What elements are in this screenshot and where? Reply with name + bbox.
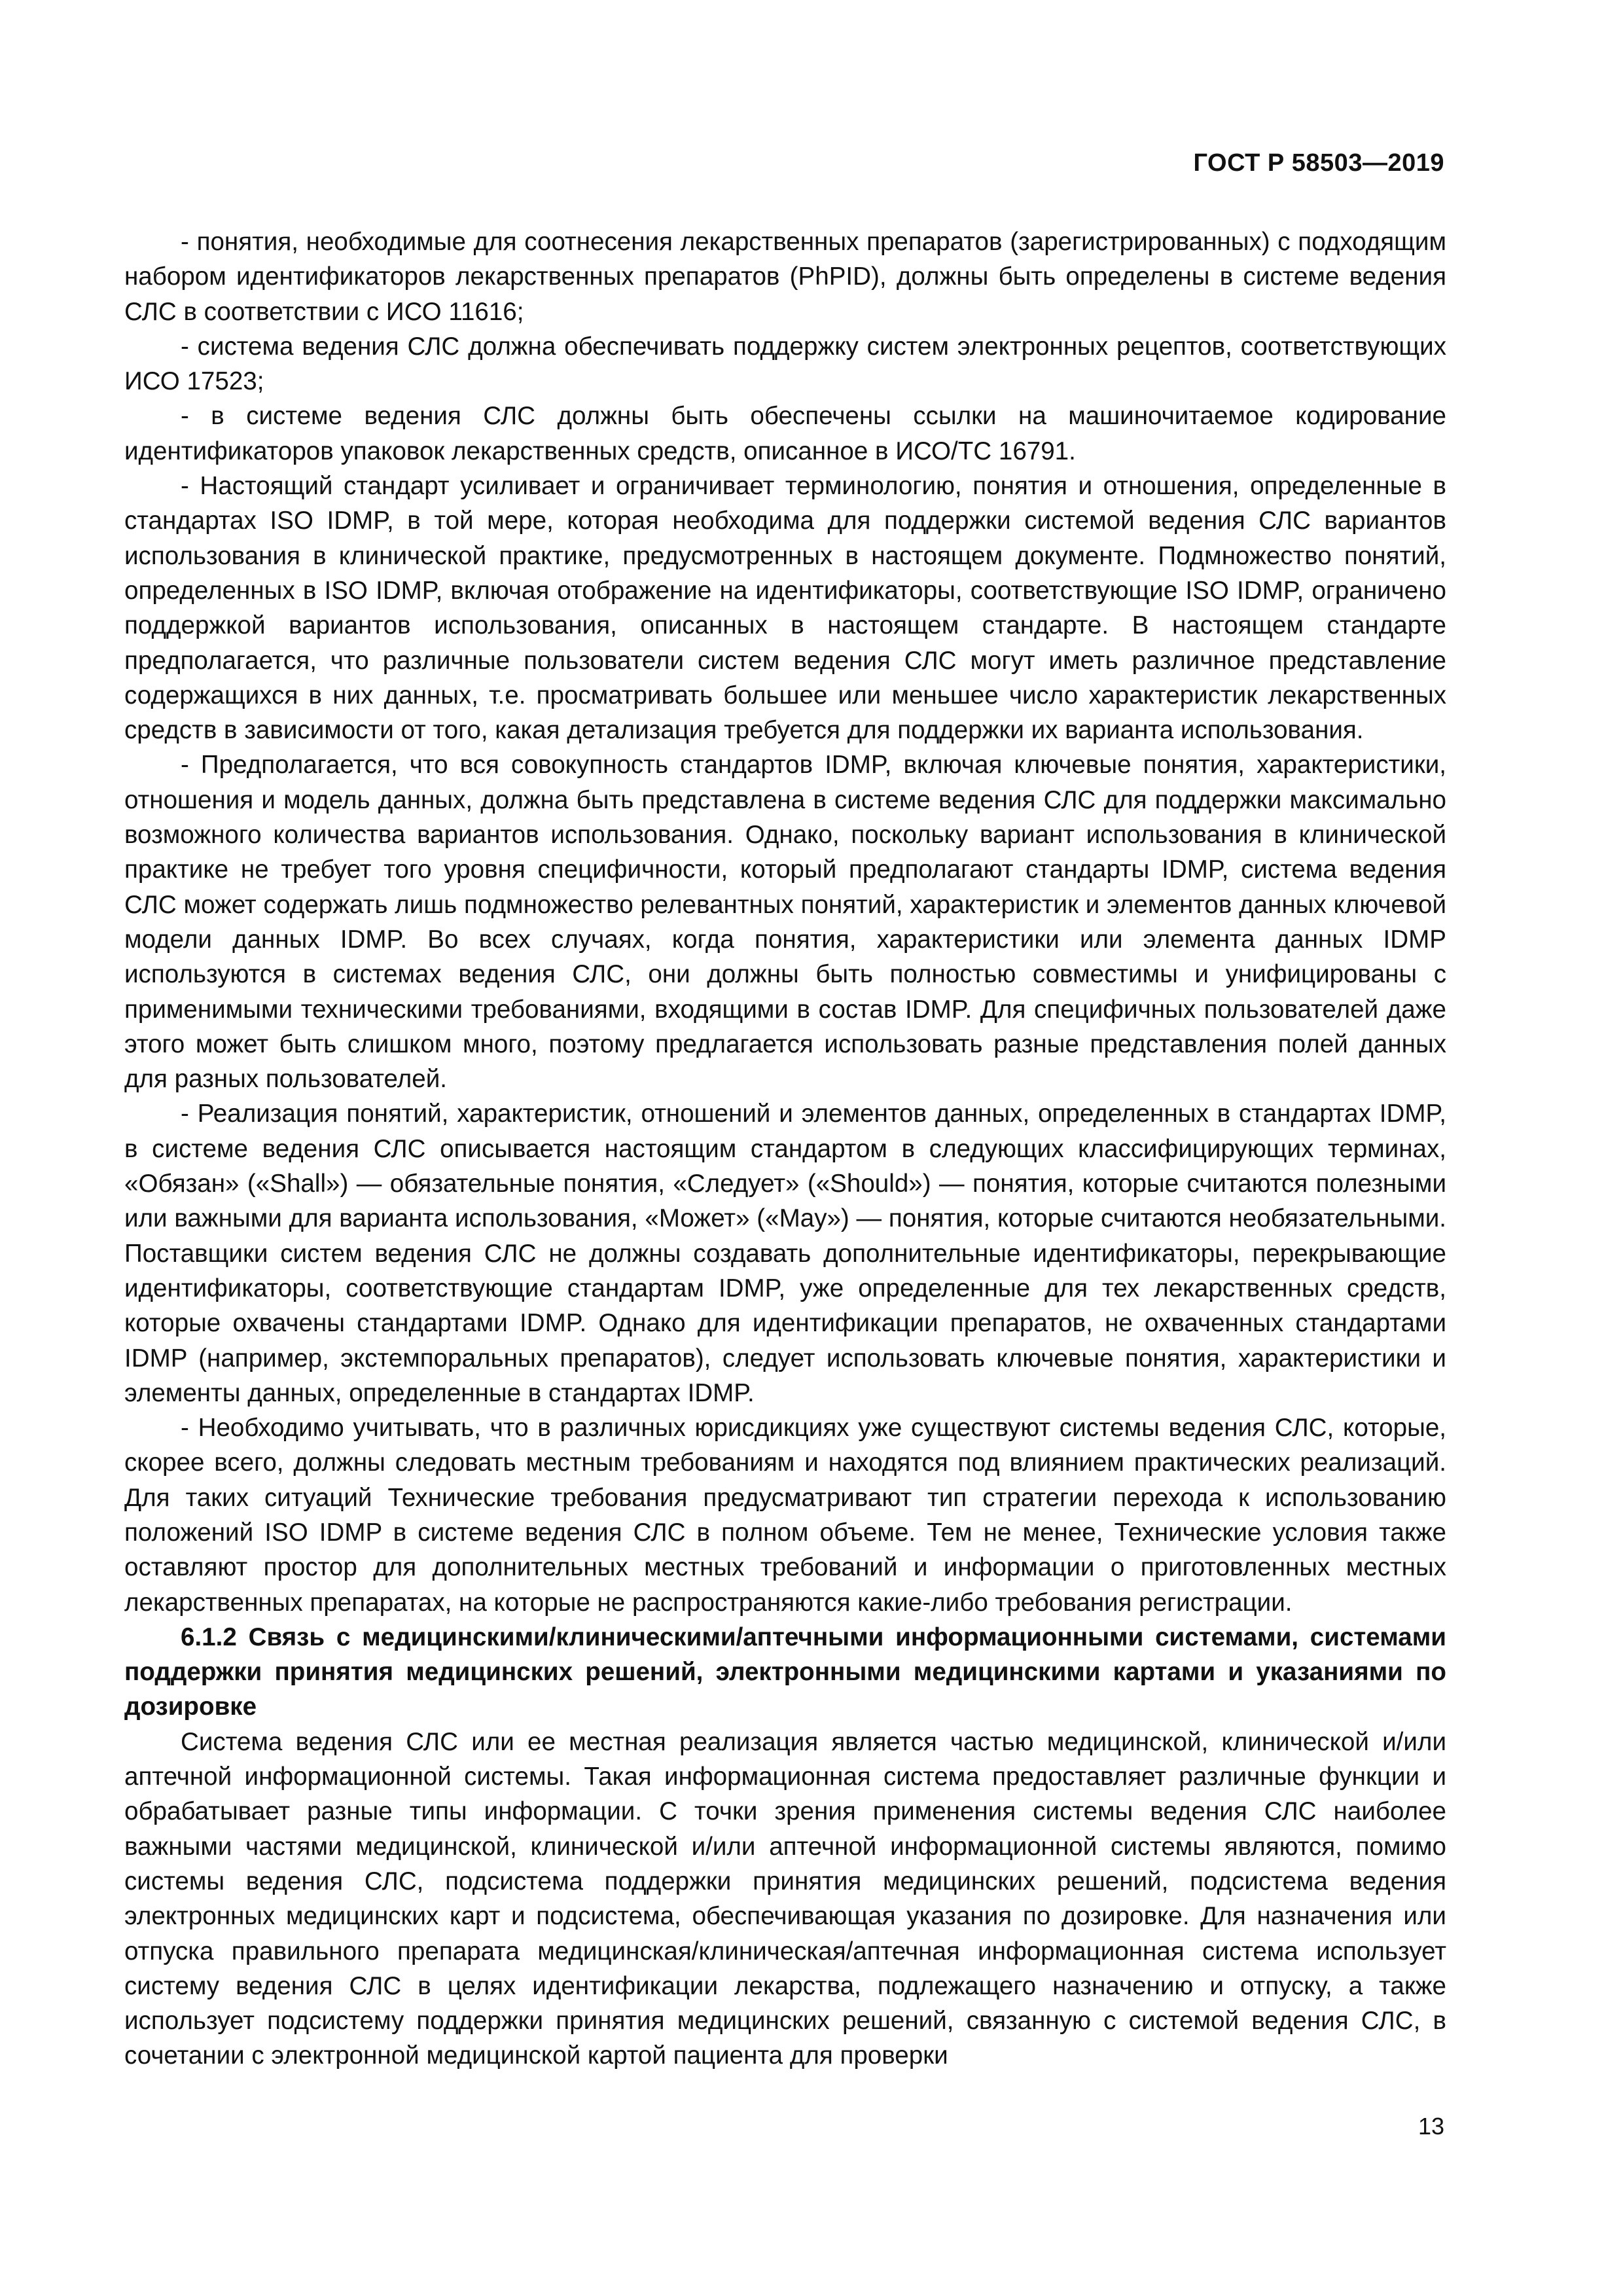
paragraph-jurisdictions: - Необходимо учитывать, что в различных юрисдикциях уже существуют системы ведения СЛС, которые, скорее всего, должны следовать местным требованиям и находятся под влиянием практических реализаций. Для таких ситуаций Технические требования предусматривают тип стратегии перехода к использованию положений ISO IDMP в системе ведения СЛС в полном объеме. Тем не менее, Технические условия также оставляют простор для дополнительных местных требований и информации о приготовленных местных лекарственных препаратах, на которые не распространяются какие-либо требования регистрации.: [124, 1414, 1446, 1617]
list-item-phpid: - понятия, необходимые для соотнесения лекарственных препаратов (зарегистрированных) с подходящим набором идентификаторов лекарственных препаратов (PhPID), должны быть определены в системе ведения СЛС в соответствии с ИСО 11616;: [124, 228, 1446, 326]
page-body: [124, 224, 1446, 2073]
paragraph-classification-terms: - Реализация понятий, характеристик, отношений и элементов данных, определенных в стандартах IDMP, в системе ведения СЛС описывается настоящим стандартом в следующих классифицирующих терминах, «Обязан» («Shall») — обязательные понятия, «Следует» («Should») — понятия, которые считаются полезными или важными для варианта использования, «Может» («May») — понятия, которые считаются необязательными. Поставщики систем ведения СЛС не должны создавать дополнительные идентификаторы, перекрывающие идентификаторы, соответствующие стандартам IDMP, уже определенные для тех лекарственных средств, которые охвачены стандартами IDMP. Однако для идентификации препаратов, не охваченных стандартами IDMP (например, экстемпоральных препаратов), следует использовать ключевые понятия, характеристики и элементы данных, определенные в стандартах IDMP.: [124, 1100, 1446, 1407]
page-number: 13: [1418, 2113, 1444, 2140]
section-heading: 6.1.2 Связь с медицинскими/клиническими/аптечными информационными системами, системами поддержки принятия медицинских решений, электронными медицинскими картами и указаниями по дозировке: [124, 1623, 1446, 1721]
list-item-e-prescription: - система ведения СЛС должна обеспечивать поддержку систем электронных рецептов, соответствующих ИСО 17523;: [124, 332, 1446, 396]
section-paragraph: Система ведения СЛС или ее местная реализация является частью медицинской, клинической и/или аптечной информационной системы. Такая информационная система предоставляет различные функции и обрабатывает разные типы информации. С точки зрения применения системы ведения СЛС наиболее важными частями медицинской, клинической и/или аптечной информационной системы являются, помимо системы ведения СЛС, подсистема поддержки принятия медицинских решений, подсистема ведения электронных медицинских карт и подсистема, обеспечивающая указания по дозировке. Для назначения или отпуска правильного препарата медицинская/клиническая/аптечная информационная система использует систему ведения СЛС в целях идентификации лекарства, подлежащего назначению и отпуску, а также использует подсистему поддержки принятия медицинских решений, связанную с системой ведения СЛС, в сочетании с электронной медицинской картой пациента для проверки: [124, 1727, 1446, 2070]
paragraph-idmp-standards: - Предполагается, что вся совокупность стандартов IDMP, включая ключевые понятия, характеристики, отношения и модель данных, должна быть представлена в системе ведения СЛС для поддержки максимально возможного количества вариантов использования. Однако, поскольку вариант использования в клинической практике не требует того уровня специфичности, который предполагают стандарты IDMP, система ведения СЛС может содержать лишь подмножество релевантных понятий, характеристик и элементов данных ключевой модели данных IDMP. Во всех случаях, когда понятия, характеристики или элемента данных IDMP используются в системах ведения СЛС, они должны быть полностью совместимы и унифицированы с применимыми техническими требованиями, входящими в состав IDMP. Для специфичных пользователей даже этого может быть слишком много, поэтому предлагается использовать разные представления полей данных для разных пользователей.: [124, 751, 1446, 1094]
paragraph-terminology-scope: - Настоящий стандарт усиливает и ограничивает терминологию, понятия и отношения, определенные в стандартах ISO IDMP, в той мере, которая необходима для поддержки системой ведения СЛС вариантов использования в клинической практике, предусмотренных в настоящем документе. Подмножество понятий, определенных в ISO IDMP, включая отображение на идентификаторы, соответствующие ISO IDMP, ограничено поддержкой вариантов использования, описанных в настоящем стандарте. В настоящем стандарте предполагается, что различные пользователи систем ведения СЛС могут иметь различное представление содержащихся в них данных, т.е. просматривать большее или меньшее число характеристик лекарственных средств в зависимости от того, какая детализация требуется для поддержки их варианта использования.: [124, 472, 1446, 745]
list-item-package-identifiers: - в системе ведения СЛС должны быть обеспечены ссылки на машиночитаемое кодирование идентификаторов упаковок лекарственных средств, описанное в ИСО/ТС 16791.: [124, 402, 1446, 465]
standard-code-header: ГОСТ Р 58503—2019: [1193, 149, 1444, 177]
